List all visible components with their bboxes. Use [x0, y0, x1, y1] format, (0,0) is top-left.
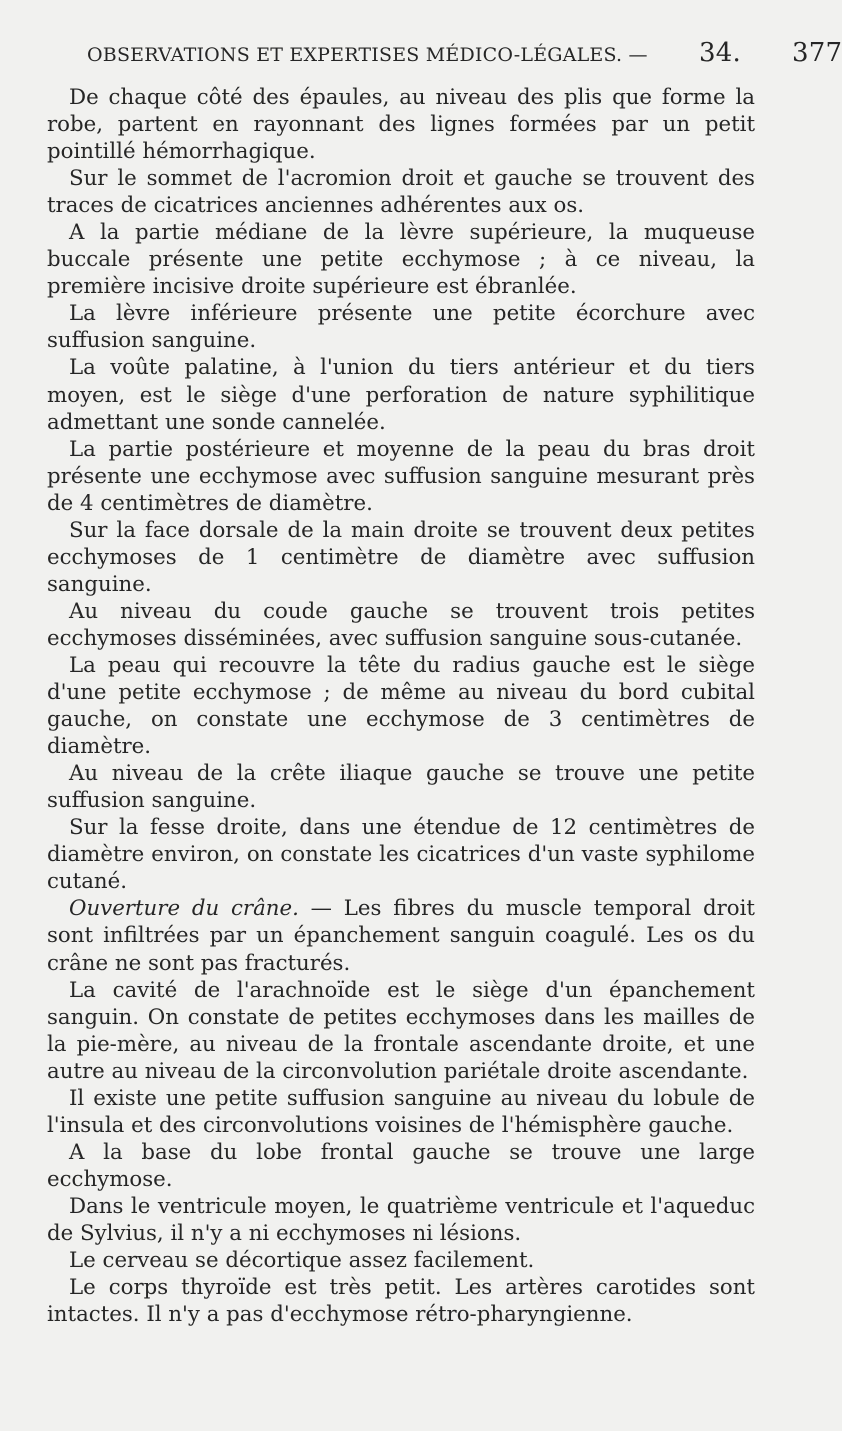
- paragraph: Sur le sommet de l'acromion droit et gauche se trouvent des traces de cicatrices anciennes adhérentes aux os.: [47, 166, 755, 219]
- paragraph: Au niveau du coude gauche se trouvent trois petites ecchymoses disséminées, avec suffusion sanguine sous-cutanée.: [47, 598, 755, 651]
- running-header: [87, 38, 842, 72]
- paragraph: Il existe une petite suffusion sanguine au niveau du lobule de l'insula et des circonvolutions voisines de l'hémisphère gauche.: [47, 1085, 755, 1138]
- paragraph: Au niveau de la crête iliaque gauche se trouve une petite suffusion sanguine.: [47, 761, 755, 814]
- body-text: [47, 84, 755, 1328]
- header-title: OBSERVATIONS ET EXPERTISES MÉDICO-LÉGALES. —: [87, 44, 648, 66]
- paragraph: A la base du lobe frontal gauche se trouve une large ecchymose.: [47, 1139, 755, 1192]
- page-number: 377: [792, 38, 842, 68]
- paragraph: Sur la face dorsale de la main droite se trouvent deux petites ecchymoses de 1 centimètre de diamètre avec suffusion sanguine.: [47, 517, 755, 597]
- paragraph: La cavité de l'arachnoïde est le siège d'un épanchement sanguin. On constate de petites ecchymoses dans les mailles de la pie-mère, au niveau de la frontale ascendante droite, et une autre au niveau de la circonvolution pariétale droite ascendante.: [47, 977, 755, 1084]
- paragraph: La peau qui recouvre la tête du radius gauche est le siège d'une petite ecchymose ; de même au niveau du bord cubital gauche, on constate une ecchymose de 3 centimètres de diamètre.: [47, 652, 755, 760]
- paragraph-crane: [47, 895, 755, 976]
- observation-number: 34.: [699, 38, 741, 68]
- paragraph: La partie postérieure et moyenne de la peau du bras droit présente une ecchymose avec suffusion sanguine mesurant près de 4 centimètres de diamètre.: [47, 436, 755, 516]
- paragraph: La lèvre inférieure présente une petite écorchure avec suffusion sanguine.: [47, 301, 755, 354]
- paragraph: Le corps thyroïde est très petit. Les artères carotides sont intactes. Il n'y a pas d'ecchymose rétro-pharyngienne.: [47, 1275, 755, 1328]
- paragraph: Sur la fesse droite, dans une étendue de 12 centimètres de diamètre environ, on constate les cicatrices d'un vaste syphilome cutané.: [47, 815, 755, 895]
- paragraph: Le cerveau se décortique assez facilement.: [69, 1248, 535, 1274]
- paragraph: A la partie médiane de la lèvre supérieure, la muqueuse buccale présente une petite ecchymose ; à ce niveau, la première incisive droite supérieure est ébranlée.: [47, 220, 755, 300]
- paragraph: Dans le ventricule moyen, le quatrième ventricule et l'aqueduc de Sylvius, il n'y a ni ecchymoses ni lésions.: [47, 1193, 755, 1246]
- section-heading: Ouverture du crâne.: [69, 896, 299, 922]
- paragraph: De chaque côté des épaules, au niveau des plis que forme la robe, partent en rayonnant des lignes formées par un petit pointillé hémorrhagique.: [47, 85, 755, 165]
- paragraph: La voûte palatine, à l'union du tiers antérieur et du tiers moyen, est le siège d'une perforation de nature syphilitique admettant une sonde cannelée.: [47, 355, 755, 435]
- paragraph-text: — Les fibres du muscle temporal droit sont infiltrées par un épanchement sanguin coagulé. Les os du crâne ne sont pas fracturés.: [47, 896, 755, 976]
